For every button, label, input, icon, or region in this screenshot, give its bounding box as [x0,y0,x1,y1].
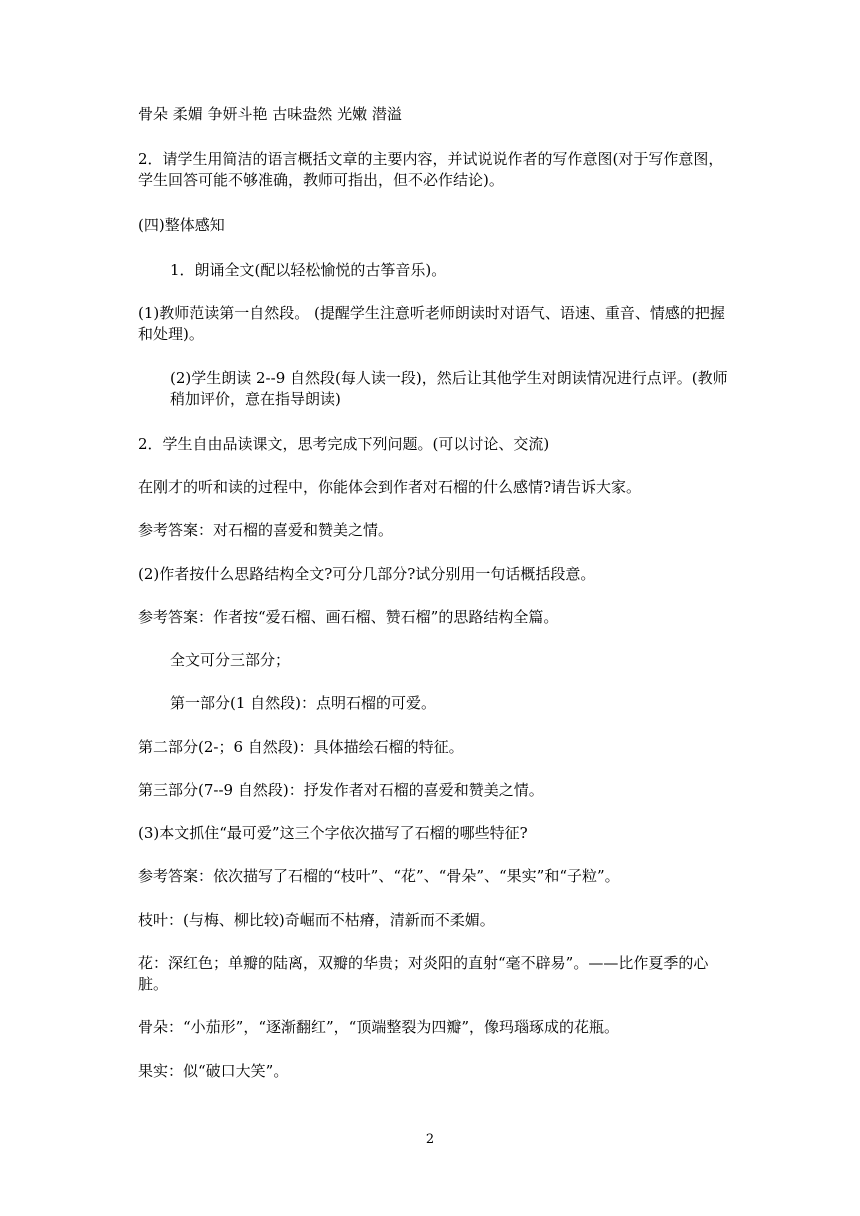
self-reading-question: 2．学生自由品读课文，思考完成下列问题。(可以讨论、交流) [138,435,550,453]
question-features: (3)本文抓住“最可爱”这三个字依次描写了石榴的哪些特征? [138,824,528,842]
section-heading: (四)整体感知 [138,216,225,234]
question-summary-paragraph: 2．请学生用简洁的语言概括文章的主要内容，并试说说作者的写作意图(对于写作意图，学生回答可能不够准确，教师可指出，但不必作结论)。 [138,150,724,189]
feature-buds: 骨朵：“小茄形”，“逐渐翻红”，“顶端整裂为四瓣”，像玛瑙琢成的花瓶。 [138,1018,620,1036]
part-two: 第二部分(2-；6 自然段)：具体描绘石榴的特征。 [138,738,464,756]
answer-structure: 参考答案：作者按“爱石榴、画石榴、赞石榴”的思路结构全篇。 [138,608,559,626]
answer-feeling: 参考答案：对石榴的喜爱和赞美之情。 [138,521,394,539]
part-three: 第三部分(7--9 自然段)：抒发作者对石榴的喜爱和赞美之情。 [138,781,544,799]
answer-features: 参考答案：依次描写了石榴的“枝叶”、“花”、“骨朵”、“果实”和“子粒”。 [138,867,620,885]
student-reading-paragraph [170,368,728,410]
step-reading-line: 1．朗诵全文(配以轻松愉悦的古筝音乐)。 [170,261,447,279]
part-one: 第一部分(1 自然段)：点明石榴的可爱。 [170,694,437,712]
feature-flowers: 花：深红色；单瓣的陆离，双瓣的华贵；对炎阳的直射“毫不辟易”。——比作夏季的心脏。 [138,954,709,993]
feature-fruit: 果实：似“破口大笑”。 [138,1062,289,1080]
parts-intro: 全文可分三部分； [170,651,291,669]
student-reading-text: (2)学生朗读 2--9 自然段(每人读一段)，然后让其他学生对朗读情况进行点评。(教师稍加评价，意在指导朗读) [170,369,728,408]
teacher-reading-paragraph: (1)教师范读第一自然段。 (提醒学生注意听老师朗读时对语气、语速、重音、情感的把握和处理)。 [138,304,725,343]
vocabulary-line: 骨朵 柔媚 争妍斗艳 古味盎然 光嫩 潜溢 [138,105,402,123]
question-structure: (2)作者按什么思路结构全文?可分几部分?试分别用一句话概括段意。 [138,565,596,583]
question-feeling: 在刚才的听和读的过程中，你能体会到作者对石榴的什么感情?请告诉大家。 [138,478,642,496]
feature-leaves: 枝叶：(与梅、柳比较)奇崛而不枯瘠，清新而不柔媚。 [138,911,495,929]
page-number: 2 [425,1132,435,1147]
